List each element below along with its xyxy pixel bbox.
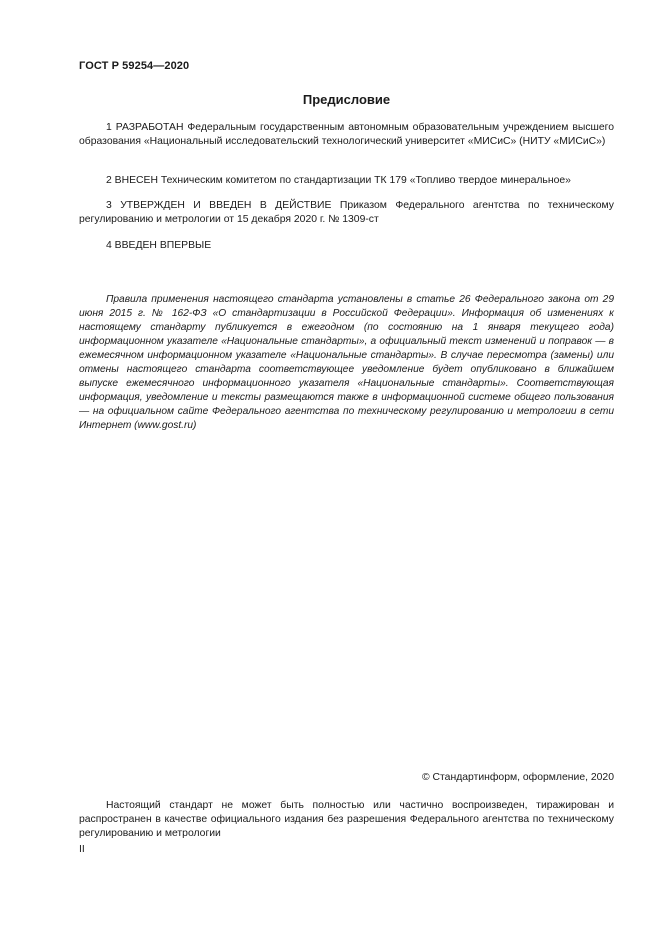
foreword-item-introduced: 2 ВНЕСЕН Техническим комитетом по стандартизации ТК 179 «Топливо твердое минеральное» — [106, 175, 571, 186]
page-number: II — [79, 844, 85, 855]
application-rules-notice: Правила применения настоящего стандарта установлены в статье 26 Федерального закона от 29 июня 2015 г. № 162-ФЗ «О стандартизации в Российской Федерации». Информация об изменениях к настоящему стандарту публикуется в ежегодном (по состоянию на 1 января текущего года) информационном указателе «Национальные стандарты», а официальный текст изменений и поправок — в ежемесячном информационном указателе «Национальные стандарты». В случае пересмотра (замены) или отмены настоящего стандарта соответствующее уведомление будет опубликовано в ближайшем выпуске ежемесячного информационного указателя «Национальные стандарты». Соответствующая информация, уведомление и тексты размещаются также в информационной системе общего пользования — на официальном сайте Федерального агентства по техническому регулированию и метрологии в сети Интернет (www.gost.ru) — [79, 294, 614, 431]
foreword-item-first-time: 4 ВВЕДЕН ВПЕРВЫЕ — [106, 240, 212, 251]
reproduction-restriction: Настоящий стандарт не может быть полностью или частично воспроизведен, тиражирован и распространен в качестве официального издания без разрешения Федерального агентства по техническому регулированию и метрологии — [79, 800, 614, 839]
page-title: Предисловие — [302, 92, 391, 107]
foreword-item-developed: 1 РАЗРАБОТАН Федеральным государственным автономным образовательным учреждением высшего образования «Национальный исследовательский технологический университет «МИСиС» (НИТУ «МИСиС») — [79, 122, 614, 147]
foreword-item-approved: 3 УТВЕРЖДЕН И ВВЕДЕН В ДЕЙСТВИЕ Приказом Федерального агентства по техническому регулированию и метрологии от 15 декабря 2020 г. № 1309-ст — [79, 200, 614, 225]
copyright-line: © Стандартинформ, оформление, 2020 — [421, 772, 614, 783]
document-code: ГОСТ Р 59254—2020 — [79, 60, 190, 72]
